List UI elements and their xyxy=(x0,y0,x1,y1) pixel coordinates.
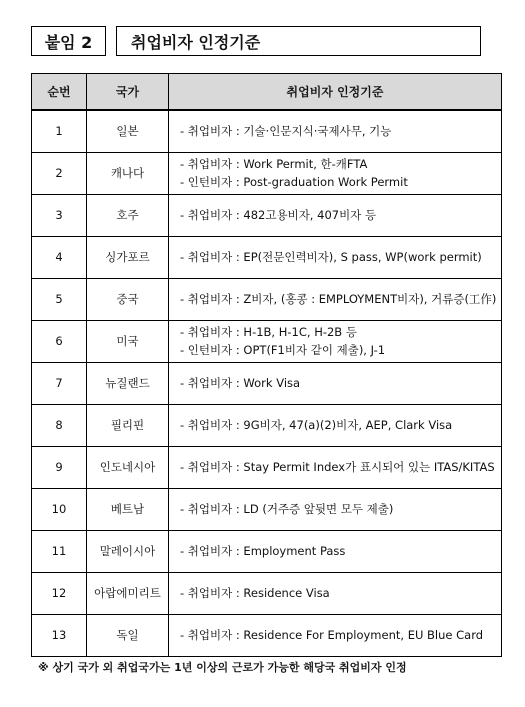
attachment-tag: 붙임 2 xyxy=(31,26,106,56)
row-criteria xyxy=(169,362,502,404)
row-number: 1 xyxy=(32,110,87,152)
row-criteria xyxy=(169,278,502,320)
table-row xyxy=(32,572,502,614)
row-criteria xyxy=(169,320,502,362)
row-number: 7 xyxy=(32,362,87,404)
row-country: 필리핀 xyxy=(87,404,169,446)
row-number: 5 xyxy=(32,278,87,320)
table-row xyxy=(32,278,502,320)
row-number: 8 xyxy=(32,404,87,446)
row-criteria xyxy=(169,530,502,572)
row-number: 10 xyxy=(32,488,87,530)
header-country: 국가 xyxy=(87,74,169,111)
table-row xyxy=(32,488,502,530)
criteria-line: - 취업비자 : H-1B, H-1C, H-2B 등 xyxy=(180,325,357,339)
table-row xyxy=(32,530,502,572)
row-country: 일본 xyxy=(87,110,169,152)
criteria-line: - 취업비자 : 9G비자, 47(a)(2)비자, AEP, Clark Visa xyxy=(180,418,453,432)
criteria-line: - 취업비자 : Work Visa xyxy=(180,376,301,390)
table-row xyxy=(32,152,502,194)
table-row xyxy=(32,404,502,446)
criteria-line: - 취업비자 : Employment Pass xyxy=(180,544,346,558)
criteria-line: - 취업비자 : 기술·인문지식·국제사무, 기능 xyxy=(180,124,392,139)
table-row xyxy=(32,320,502,362)
row-country: 말레이시아 xyxy=(87,530,169,572)
title-row xyxy=(31,26,481,58)
row-number: 4 xyxy=(32,236,87,278)
row-criteria xyxy=(169,488,502,530)
row-country: 인도네시아 xyxy=(87,446,169,488)
row-country: 독일 xyxy=(87,614,169,656)
table-row xyxy=(32,236,502,278)
row-criteria xyxy=(169,236,502,278)
row-criteria xyxy=(169,614,502,656)
table-header-row xyxy=(32,74,502,111)
row-criteria xyxy=(169,152,502,194)
row-country: 싱가포르 xyxy=(87,236,169,278)
row-number: 6 xyxy=(32,320,87,362)
criteria-line: - 취업비자 : Z비자, (홍콩 : EMPLOYMENT비자), 거류증(工作) xyxy=(180,292,497,306)
row-country: 아랍에미리트 xyxy=(87,572,169,614)
table-row xyxy=(32,194,502,236)
row-criteria xyxy=(169,572,502,614)
criteria-line: - 인턴비자 : Post-graduation Work Permit xyxy=(180,175,408,189)
row-criteria xyxy=(169,404,502,446)
row-country: 뉴질랜드 xyxy=(87,362,169,404)
table-row xyxy=(32,362,502,404)
row-number: 12 xyxy=(32,572,87,614)
criteria-line: - 취업비자 : EP(전문인력비자), S pass, WP(work permit) xyxy=(180,250,482,264)
row-country: 호주 xyxy=(87,194,169,236)
criteria-line: - 취업비자 : LD (거주증 앞뒷면 모두 제출) xyxy=(180,502,394,516)
criteria-line: - 인턴비자 : OPT(F1비자 같이 제출), J-1 xyxy=(180,343,386,357)
footnote: ※ 상기 국가 외 취업국가는 1년 이상의 근로가 가능한 해당국 취업비자 인정 xyxy=(38,661,407,674)
page-title: 취업비자 인정기준 xyxy=(116,26,481,56)
table-body xyxy=(32,110,502,656)
table-row xyxy=(32,614,502,656)
table-row xyxy=(32,446,502,488)
row-country: 중국 xyxy=(87,278,169,320)
criteria-line: - 취업비자 : Work Permit, 한-캐FTA xyxy=(180,157,368,171)
row-number: 13 xyxy=(32,614,87,656)
row-number: 3 xyxy=(32,194,87,236)
header-number: 순번 xyxy=(32,74,87,111)
row-number: 2 xyxy=(32,152,87,194)
row-country: 미국 xyxy=(87,320,169,362)
row-number: 11 xyxy=(32,530,87,572)
row-country: 베트남 xyxy=(87,488,169,530)
criteria-line: - 취업비자 : Residence For Employment, EU Blue Card xyxy=(180,628,484,642)
criteria-line: - 취업비자 : Residence Visa xyxy=(180,586,330,600)
row-criteria xyxy=(169,446,502,488)
criteria-line: - 취업비자 : 482고용비자, 407비자 등 xyxy=(180,208,377,222)
table-row xyxy=(32,110,502,152)
visa-criteria-table xyxy=(31,73,502,657)
row-criteria xyxy=(169,194,502,236)
row-number: 9 xyxy=(32,446,87,488)
header-criteria: 취업비자 인정기준 xyxy=(169,74,502,111)
row-criteria xyxy=(169,110,502,152)
criteria-line: - 취업비자 : Stay Permit Index가 표시되어 있는 ITAS/KITAS xyxy=(180,460,495,474)
row-country: 캐나다 xyxy=(87,152,169,194)
